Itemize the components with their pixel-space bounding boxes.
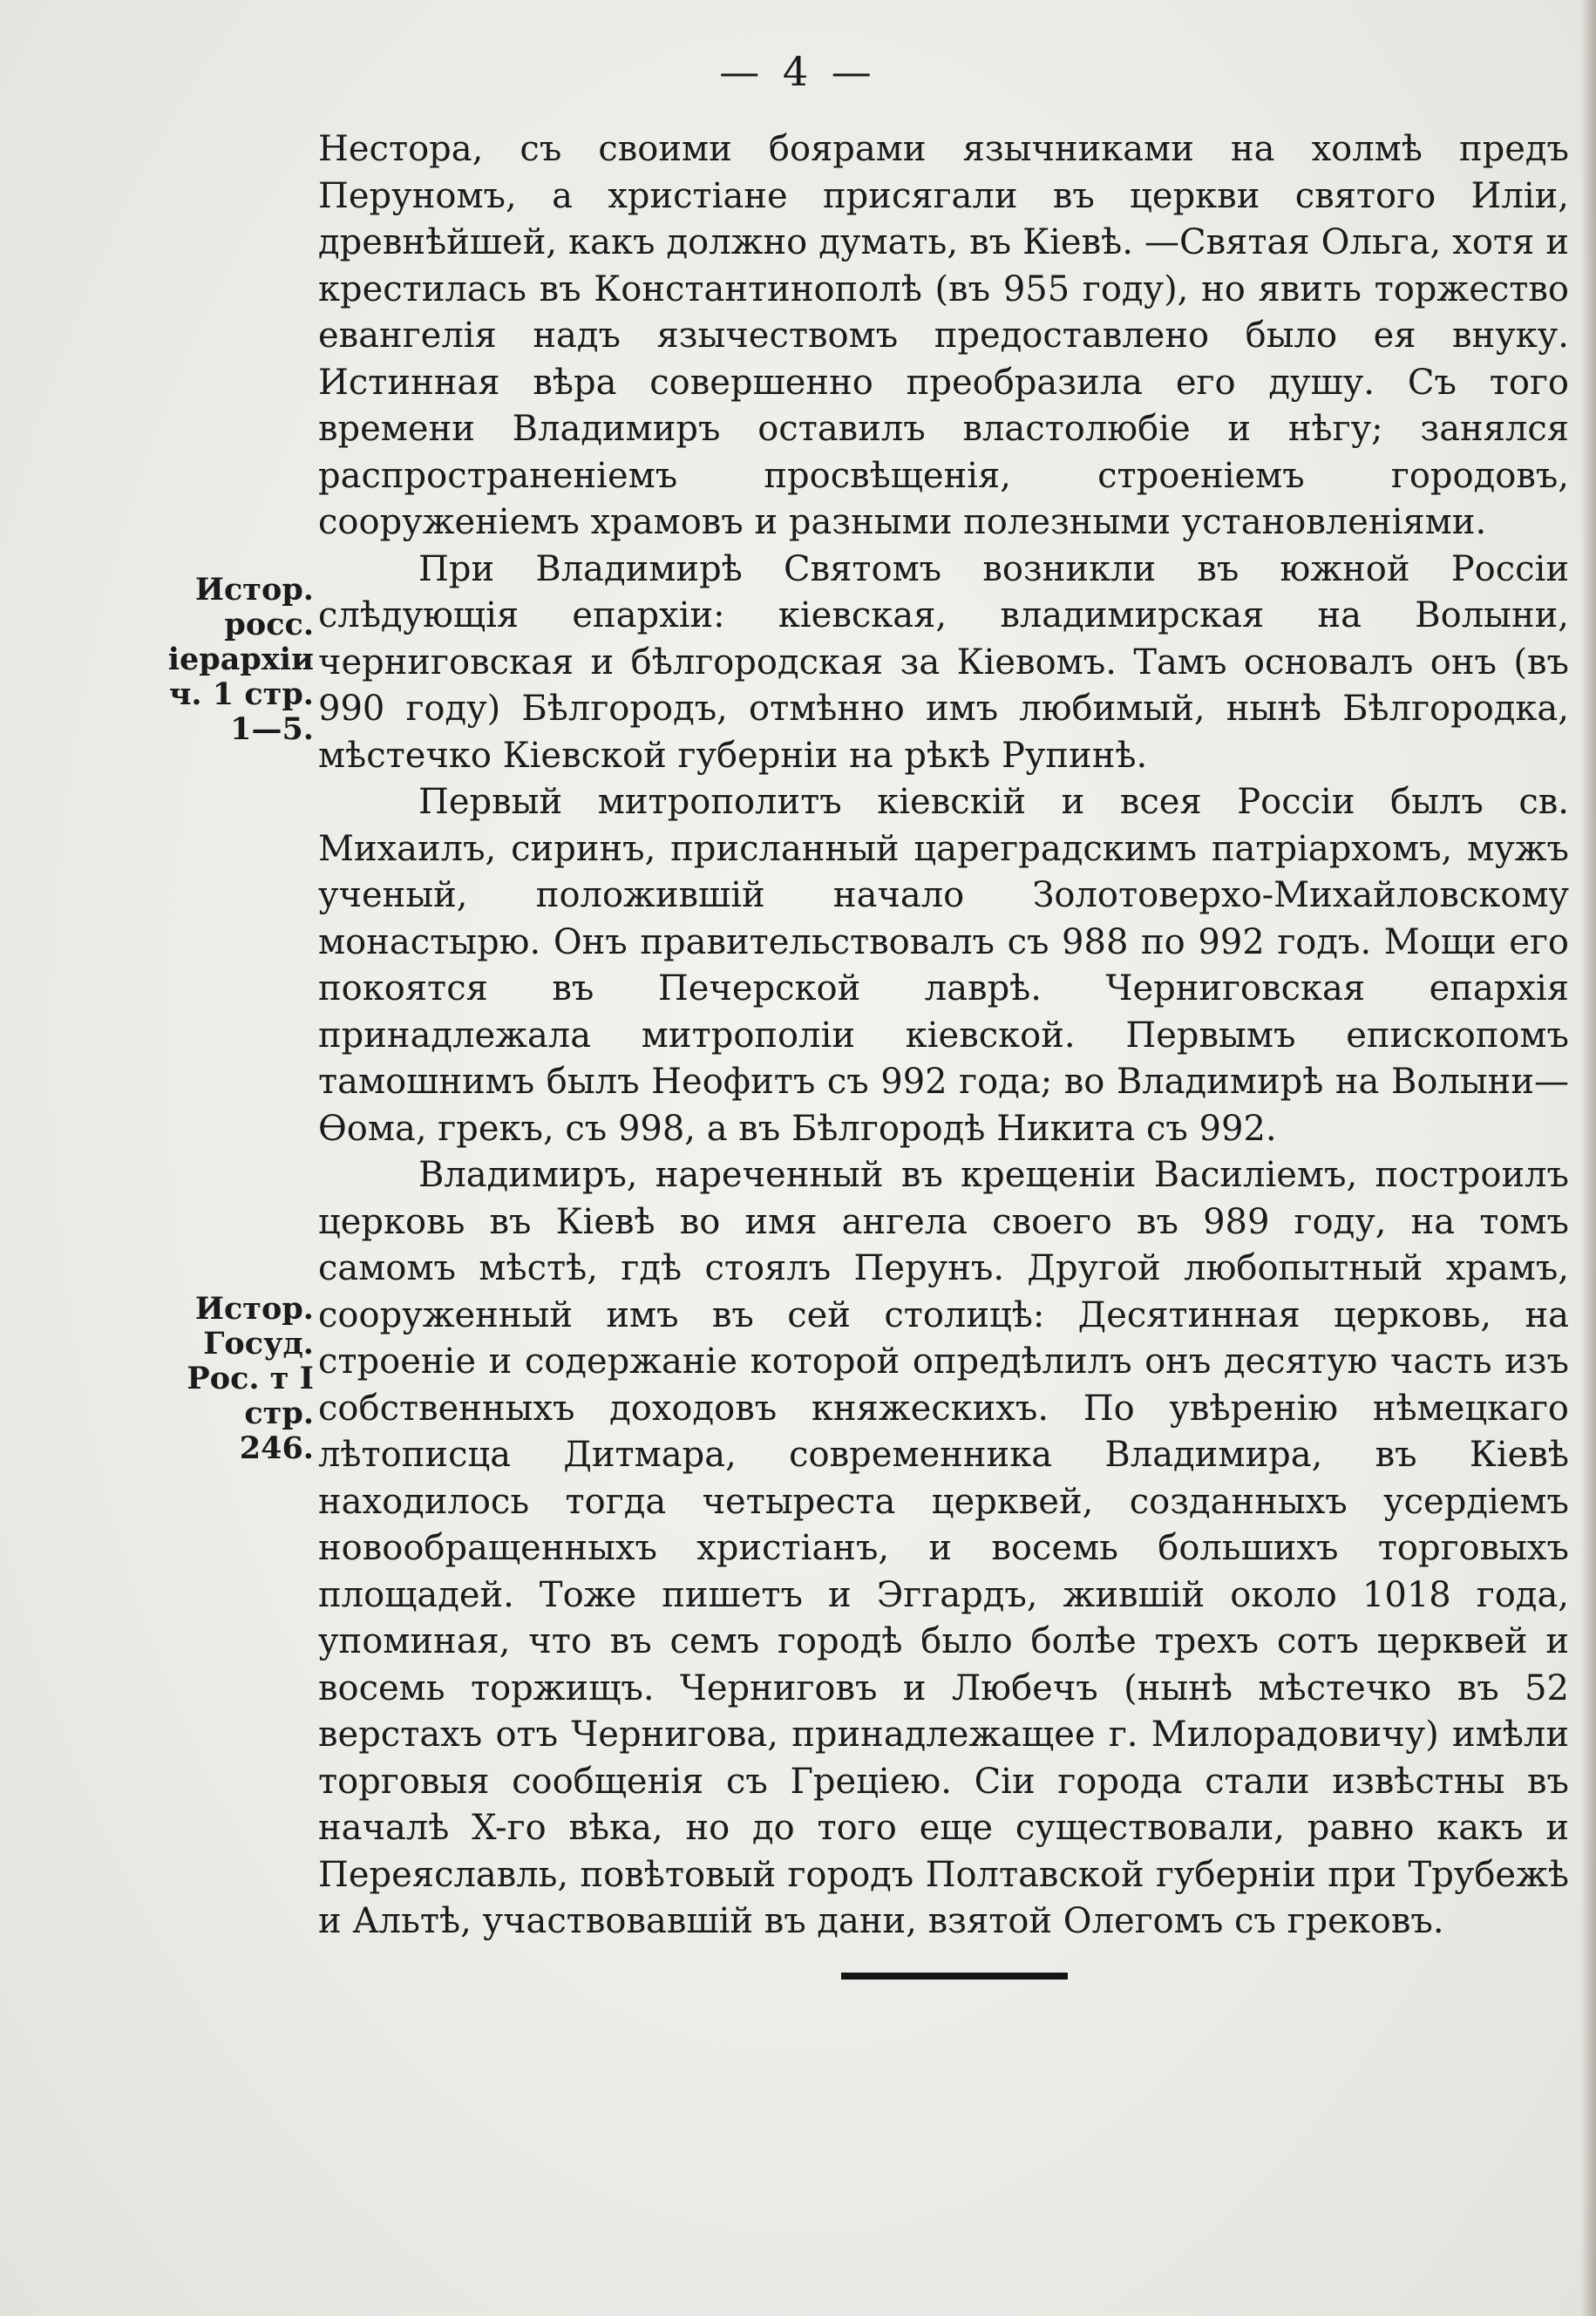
marginal-note-line: ч. 1 стр. [168,676,314,712]
paragraph-4: Владимиръ, нареченный въ крещеніи Василіемъ, построилъ церковь въ Кіевѣ во имя ангела своего въ 989 году, на томъ самомъ мѣстѣ, гдѣ стоялъ Перунъ. Другой любопытный храмъ, сооруженный имъ въ сей столицѣ: Десятинная церковь, на строеніе и содержаніе которой опредѣлилъ онъ десятую часть изъ собственныхъ доходовъ княжескихъ. По увѣренію нѣмецкаго лѣтописца Дитмара, современника Владимира, въ Кіевѣ находилось тогда четыреста церквей, созданныхъ усердіемъ новообращенныхъ христіанъ, и восемь большихъ торговыхъ площадей. Тоже пишетъ и Эггардъ, жившій около 1018 года, упоминая, что въ семъ городѣ было болѣе трехъ сотъ церквей и восемь торжищъ. Черниговъ и Любечъ (нынѣ мѣстечко въ 52 верстахъ отъ Чернигова, принадлежащее г. Милорадовичу) имѣли торговыя сообщенія съ Греціею. Сіи города стали извѣстны въ началѣ X-го вѣка, но до того еще существовали, равно какъ и Переяславль, повѣтовый городъ Полтавской губерніи при Трубежѣ и Альтѣ, участвовавшій въ дани, взятой Олегомъ съ грековъ. [318,1155,1569,1941]
marginal-note-line: Рос. т I [187,1361,314,1396]
marginal-note-line: 1—5. [230,711,314,747]
marginal-note-1 [161,573,314,747]
marginal-note-line: стр. 246. [239,1396,314,1466]
page-number: — 4 — [719,48,877,95]
marginal-note-line: росс. [224,607,314,642]
paragraph-1: Нестора, съ своими боярами язычниками на холмѣ предъ Перуномъ, а христіане присягали въ церкви святого Иліи, древнѣйшей, какъ должно думать, въ Кіевѣ. —Святая Ольга, хотя и крестилась въ Константинополѣ (въ 955 году), но явить торжество евангелія надъ язычествомъ предоставлено было ея внуку. Истинная вѣра совершенно преобразила его душу. Съ того времени Владимиръ оставилъ властолюбіе и нѣгу; занялся распространеніемъ просвѣщенія, строеніемъ городовъ, сооруженіемъ храмовъ и разными полезными установленіями. [318,129,1569,542]
marginal-note-line: Госуд. [203,1326,314,1362]
end-rule [841,1973,1068,1980]
paragraph-3: Первый митрополитъ кіевскій и всея Россіи былъ св. Михаилъ, сиринъ, присланный цареградскимъ патріархомъ, мужъ ученый, положившій начало Золотоверхо-Михайловскому монастырю. Онъ правительствовалъ съ 988 по 992 годъ. Мощи его покоятся въ Печерской лаврѣ. Черниговская епархія принадлежала митрополіи кіевской. Первымъ епископомъ тамошнимъ былъ Неофитъ съ 992 года; во Владимирѣ на Волыни—Өома, грекъ, съ 998, а въ Бѣлгородѣ Никита съ 992. [318,782,1569,1149]
paragraph-2: При Владимирѣ Святомъ возникли въ южной Россіи слѣдующія епархіи: кіевская, владимирская на Волыни, черниговская и бѣлгородская за Кіевомъ. Тамъ основалъ онъ (въ 990 году) Бѣлгородъ, отмѣнно имъ любимый, нынѣ Бѣлгородка, мѣстечко Кіевской губерніи на рѣкѣ Рупинѣ. [318,548,1569,776]
page-edge-shadow [1580,0,1596,2316]
marginal-note-line: Истор. [194,572,314,608]
marginal-note-2 [161,1292,314,1466]
marginal-note-line: іерархіи [167,642,314,677]
marginal-note-line: Истор. [194,1291,314,1327]
body-text [318,126,1569,1946]
